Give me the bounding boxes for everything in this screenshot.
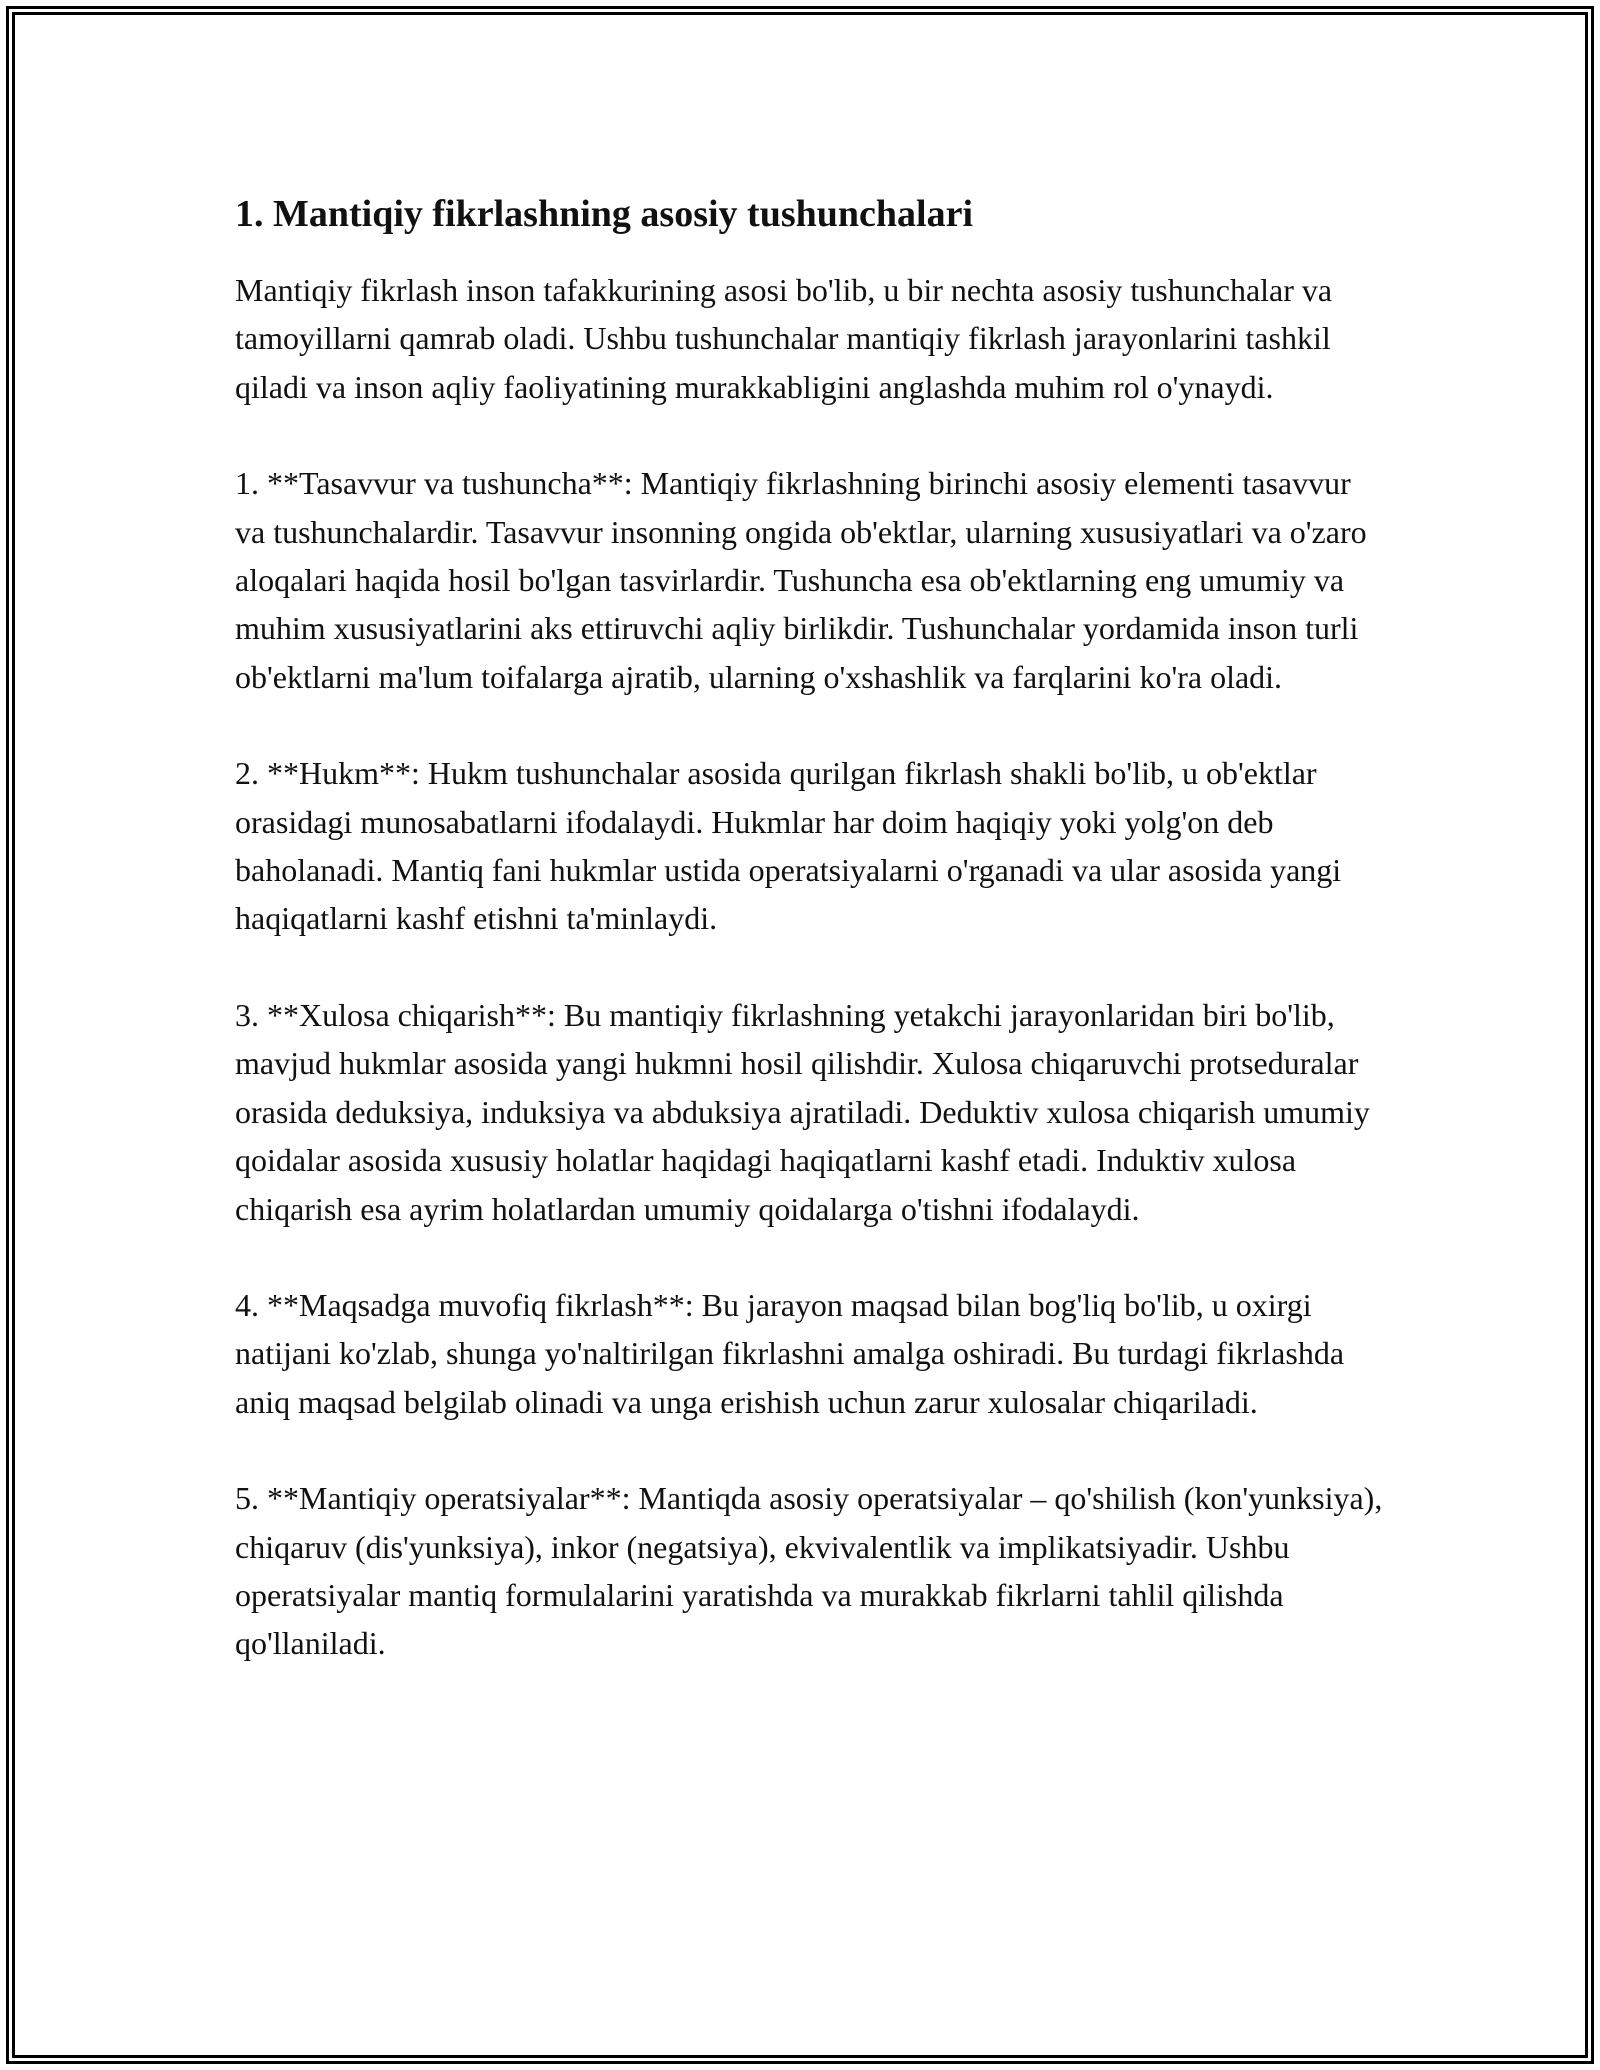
section-title: 1. Mantiqiy fikrlashning asosiy tushunchalari: [235, 193, 974, 235]
paragraph-xulosa-chiqarish: 3. **Xulosa chiqarish**: Bu mantiqiy fikrlashning yetakchi jarayonlaridan biri bo'lib, mavjud hukmlar asosida yangi hukmni hosil qilishdir. Xulosa chiqaruvchi protseduralar orasida deduksiya, induksiya va abduksiya ajratiladi. Deduktiv xulosa chiqarish umumiy qoidalar asosida xususiy holatlar haqidagi haqiqatlarni kashf etadi. Induktiv xulosa chiqarish esa ayrim holatlardan umumiy qoidalarga o'tishni ifodalaydi.: [235, 996, 1370, 1227]
intro-paragraph: Mantiqiy fikrlash inson tafakkurining asosi bo'lib, u bir nechta asosiy tushunchalar va tamoyillarni qamrab oladi. Ushbu tushunchalar mantiqiy fikrlash jarayonlarini tashkil qiladi va inson aqliy faoliyatining murakkabligini anglashda muhim rol o'ynaydi.: [235, 272, 1333, 405]
paragraph-tasavvur-va-tushuncha: 1. **Tasavvur va tushuncha**: Mantiqiy fikrlashning birinchi asosiy elementi tasavvur va tushunchalardir. Tasavvur insonning ongida ob'ektlar, ularning xususiyatlari va o'zaro aloqalari haqida hosil bo'lgan tasvirlardir. Tushuncha esa ob'ektlarning eng umumiy va muhim xususiyatlarini aks ettiruvchi aqliy birlikdir. Tushunchalar yordamida inson turli ob'ektlarni ma'lum toifalarga ajratib, ularning o'xshashlik va farqlarini ko'ra oladi.: [235, 465, 1367, 695]
document-body: [235, 188, 1385, 1716]
paragraph-maqsadga-muvofiq-fikrlash: 4. **Maqsadga muvofiq fikrlash**: Bu jarayon maqsad bilan bog'liq bo'lib, u oxirgi natijani ko'zlab, shunga yo'naltirilgan fikrlashni amalga oshiradi. Bu turdagi fikrlashda aniq maqsad belgilab olinadi va unga erishish uchun zarur xulosalar chiqariladi.: [235, 1286, 1345, 1420]
paragraph-hukm: 2. **Hukm**: Hukm tushunchalar asosida qurilgan fikrlash shakli bo'lib, u ob'ektlar orasidagi munosabatlarni ifodalaydi. Hukmlar har doim haqiqiy yoki yolg'on deb baholanadi. Mantiq fani hukmlar ustida operatsiyalarni o'rganadi va ular asosida yangi haqiqatlarni kashf etishni ta'minlaydi.: [235, 755, 1342, 937]
paragraph-mantiqiy-operatsiyalar: 5. **Mantiqiy operatsiyalar**: Mantiqda asosiy operatsiyalar – qo'shilish (kon'yunksiya), chiqaruv (dis'yunksiya), inkor (negatsiya), ekvivalentlik va implikatsiyadir. Ushbu operatsiyalar mantiq formulalarini yaratishda va murakkab fikrlarni tahlil qilishda qo'llaniladi.: [235, 1480, 1383, 1662]
